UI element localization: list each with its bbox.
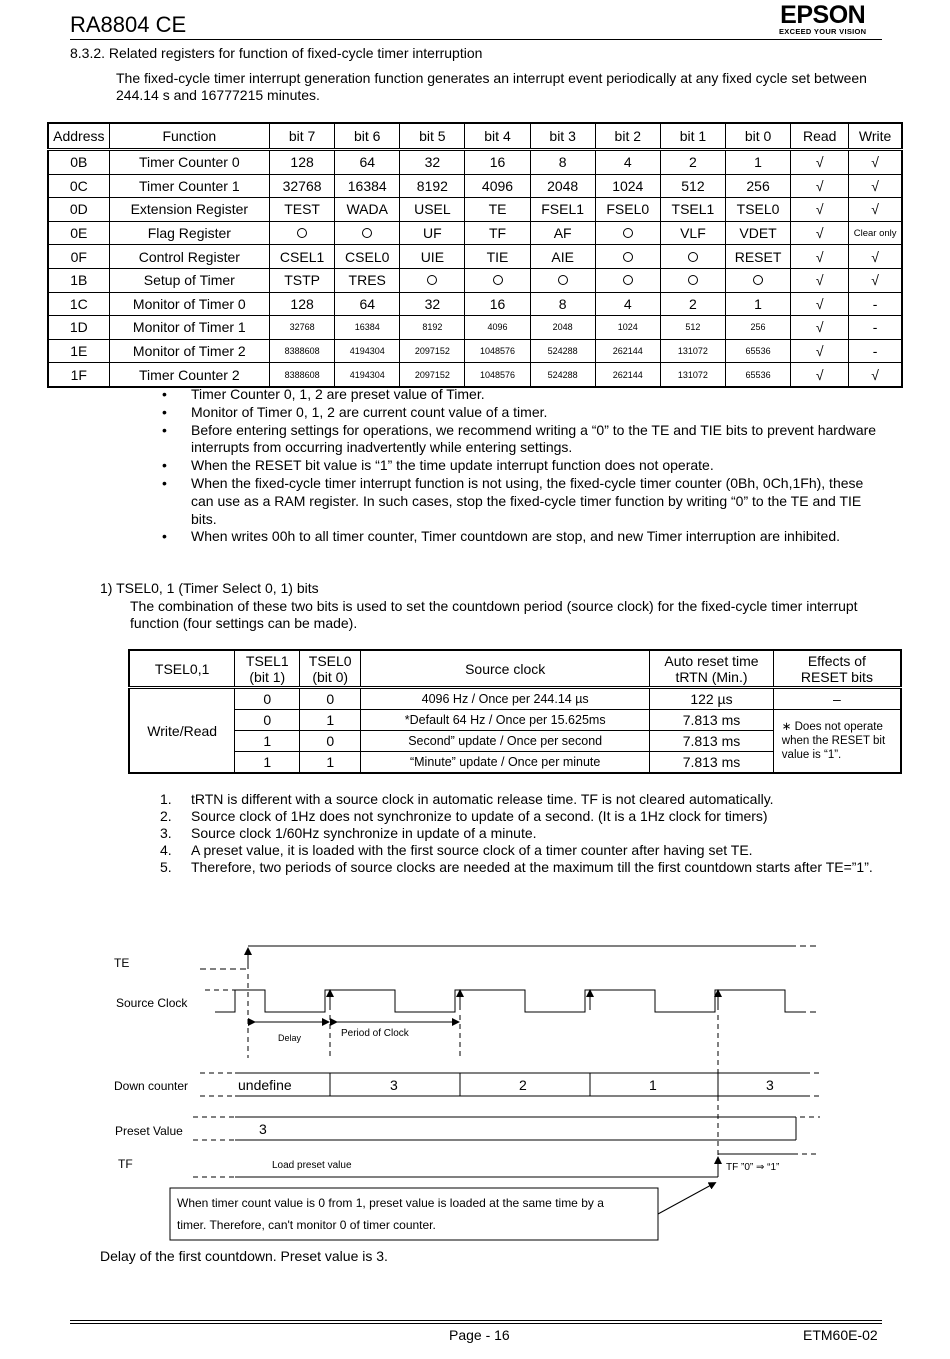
source-clock-value: “Minute” update / Once per minute bbox=[361, 752, 650, 774]
register-cell: 1048576 bbox=[465, 339, 530, 363]
register-cell: √ bbox=[791, 363, 849, 387]
register-cell: √ bbox=[849, 245, 902, 269]
register-cell: 16384 bbox=[335, 174, 400, 198]
tsel0-value: 1 bbox=[300, 710, 361, 731]
callout-pointer bbox=[658, 1184, 713, 1214]
register-function: Flag Register bbox=[109, 221, 269, 245]
register-address: 0F bbox=[48, 245, 109, 269]
register-cell: TF bbox=[465, 221, 530, 245]
register-cell: 262144 bbox=[595, 363, 660, 387]
register-cell: 4 bbox=[595, 150, 660, 175]
register-cell: 2048 bbox=[530, 316, 595, 340]
item-number: 4. bbox=[160, 842, 172, 858]
register-cell: 128 bbox=[270, 150, 335, 175]
register-cell: 256 bbox=[726, 174, 791, 198]
footer-rule bbox=[70, 1323, 882, 1324]
callout-text-line1: When timer count value is 0 from 1, preset value is loaded at the same time by a bbox=[177, 1196, 604, 1210]
register-col-header: bit 6 bbox=[335, 123, 400, 150]
register-cell: 32768 bbox=[270, 316, 335, 340]
tsel-description: The combination of these two bits is used to set the countdown period (source clock) for the fixed-cycle timer interrupt function (four settings can be made). bbox=[130, 598, 858, 631]
trtn-value: 7.813 ms bbox=[650, 731, 774, 752]
tsel1-col-header: TSEL1 (bit 1) bbox=[235, 650, 300, 688]
register-cell: FSEL1 bbox=[530, 198, 595, 222]
figure-caption: Delay of the first countdown. Preset value is 3. bbox=[100, 1248, 388, 1264]
register-cell: RESET bbox=[726, 245, 791, 269]
te-signal-label: TE bbox=[114, 956, 130, 970]
register-address: 1E bbox=[48, 339, 109, 363]
register-cell: 2048 bbox=[530, 174, 595, 198]
register-cell: 32 bbox=[400, 292, 465, 316]
register-cell: 512 bbox=[660, 316, 725, 340]
register-cell: 1048576 bbox=[465, 363, 530, 387]
note-item: • When the fixed-cycle timer interrupt function is not using, the fixed-cycle timer counter (0Bh, 0Ch,1Fh), these can use as a RAM register. In such cases, stop the fixed-cycle timer function by writing “0” to the TE and TIE bits. bbox=[150, 475, 880, 528]
register-address: 1F bbox=[48, 363, 109, 387]
register-function: Timer Counter 2 bbox=[109, 363, 269, 387]
register-cell: 65536 bbox=[726, 363, 791, 387]
register-cell: FSEL0 bbox=[595, 198, 660, 222]
register-cell: 524288 bbox=[530, 363, 595, 387]
counter-value: 1 bbox=[649, 1077, 657, 1093]
load-preset-label: Load preset value bbox=[272, 1160, 352, 1171]
source-clock-value: Second” update / Once per second bbox=[361, 731, 650, 752]
tsel1-value: 1 bbox=[235, 731, 300, 752]
register-cell: 8388608 bbox=[270, 339, 335, 363]
callout-text-line2: timer. Therefore, can't monitor 0 of timer counter. bbox=[177, 1218, 436, 1232]
register-cell: 1 bbox=[726, 150, 791, 175]
trtn-value: 7.813 ms bbox=[650, 752, 774, 774]
source-clock-signal-label: Source Clock bbox=[116, 996, 188, 1010]
register-col-header: bit 2 bbox=[595, 123, 660, 150]
register-cell: 256 bbox=[726, 316, 791, 340]
register-function: Setup of Timer bbox=[109, 268, 269, 292]
register-cell: 32 bbox=[400, 150, 465, 175]
page-number: Page - 16 bbox=[449, 1327, 510, 1343]
register-address: 1B bbox=[48, 268, 109, 292]
register-cell: 262144 bbox=[595, 339, 660, 363]
register-function: Timer Counter 0 bbox=[109, 150, 269, 175]
note-item: • When writes 00h to all timer counter, Timer countdown are stop, and new Timer interruption are inhibited. bbox=[150, 528, 880, 546]
brand-name: EPSON bbox=[780, 1, 866, 29]
register-cell: AIE bbox=[530, 245, 595, 269]
reset-effect-value: – bbox=[773, 688, 901, 710]
item-number: 2. bbox=[160, 808, 172, 824]
register-address: 0E bbox=[48, 221, 109, 245]
register-cell: - bbox=[849, 316, 902, 340]
counter-value: 3 bbox=[390, 1077, 398, 1093]
register-cell: 32768 bbox=[270, 174, 335, 198]
register-cell: CSEL0 bbox=[335, 245, 400, 269]
preset-value-signal-label: Preset Value bbox=[115, 1124, 183, 1138]
trtn-value: 7.813 ms bbox=[650, 710, 774, 731]
item-number: 1. bbox=[160, 791, 172, 807]
trtn-value: 122 µs bbox=[650, 688, 774, 710]
register-col-header: Address bbox=[48, 123, 109, 150]
register-cell: AF bbox=[530, 221, 595, 245]
register-cell: √ bbox=[791, 339, 849, 363]
item-text: A preset value, it is loaded with the first source clock of a timer counter after having set TE. bbox=[191, 842, 753, 858]
register-function: Monitor of Timer 1 bbox=[109, 316, 269, 340]
register-cell: 16 bbox=[465, 150, 530, 175]
item-number: 5. bbox=[160, 859, 172, 875]
register-cell: 64 bbox=[335, 292, 400, 316]
register-cell: - bbox=[849, 292, 902, 316]
register-cell: √ bbox=[849, 150, 902, 175]
down-counter-signal-label: Down counter bbox=[114, 1079, 189, 1093]
register-cell: 4194304 bbox=[335, 363, 400, 387]
register-cell: √ bbox=[791, 198, 849, 222]
document-code: ETM60E-02 bbox=[803, 1327, 878, 1343]
counter-value: undefine bbox=[238, 1077, 292, 1093]
register-cell: √ bbox=[791, 292, 849, 316]
register-cell: TSEL0 bbox=[726, 198, 791, 222]
register-cell: TE bbox=[465, 198, 530, 222]
tsel1-value: 1 bbox=[235, 752, 300, 774]
register-cell: TSTP bbox=[270, 268, 335, 292]
footer-rule bbox=[70, 1320, 882, 1321]
register-address: 0C bbox=[48, 174, 109, 198]
register-cell: √ bbox=[849, 198, 902, 222]
register-cell: CSEL1 bbox=[270, 245, 335, 269]
item-text: Therefore, two periods of source clocks are needed at the maximum till the first countdown starts after TE=”1”. bbox=[191, 859, 873, 875]
tsel0-value: 0 bbox=[300, 688, 361, 710]
register-cell: √ bbox=[849, 268, 902, 292]
brand-tagline: EXCEED YOUR VISION bbox=[779, 27, 867, 36]
document-title: RA8804 CE bbox=[70, 12, 187, 37]
register-cell: √ bbox=[849, 174, 902, 198]
period-label: Period of Clock bbox=[341, 1028, 409, 1039]
register-col-header: Function bbox=[109, 123, 269, 150]
register-cell: 16 bbox=[465, 292, 530, 316]
register-col-header: Write bbox=[849, 123, 902, 150]
register-cell: USEL bbox=[400, 198, 465, 222]
register-cell: 8 bbox=[530, 150, 595, 175]
register-cell: 1024 bbox=[595, 174, 660, 198]
note-item: • When the RESET bit value is “1” the time update interrupt function does not operate. bbox=[150, 457, 880, 475]
register-address: 1D bbox=[48, 316, 109, 340]
register-col-header: bit 4 bbox=[465, 123, 530, 150]
register-col-header: bit 5 bbox=[400, 123, 465, 150]
register-cell: √ bbox=[791, 150, 849, 175]
register-cell: 524288 bbox=[530, 339, 595, 363]
register-cell: 65536 bbox=[726, 339, 791, 363]
note-item: • Before entering settings for operations, we recommend writing a “0” to the TE and TIE bits to prevent hardware interrupts from occurring inadvertently while entering settings. bbox=[150, 422, 880, 458]
register-cell: 2097152 bbox=[400, 339, 465, 363]
delay-label: Delay bbox=[278, 1033, 302, 1043]
register-address: 0D bbox=[48, 198, 109, 222]
tsel-col-header: TSEL0,1 bbox=[129, 650, 235, 688]
item-text: tRTN is different with a source clock in automatic release time. TF is not cleared automatically. bbox=[191, 791, 774, 807]
counter-value: 3 bbox=[766, 1077, 774, 1093]
register-cell: 131072 bbox=[660, 363, 725, 387]
item-text: Source clock of 1Hz does not synchronize to update of a second. (It is a 1Hz clock for timers) bbox=[191, 808, 768, 824]
register-cell: 128 bbox=[270, 292, 335, 316]
source-clock-value: *Default 64 Hz / Once per 15.625ms bbox=[361, 710, 650, 731]
register-cell: TEST bbox=[270, 198, 335, 222]
register-cell: 4 bbox=[595, 292, 660, 316]
register-cell: 8192 bbox=[400, 174, 465, 198]
register-cell: 2 bbox=[660, 150, 725, 175]
register-function: Extension Register bbox=[109, 198, 269, 222]
register-cell: WADA bbox=[335, 198, 400, 222]
tf-transition-label: TF ”0” ⇒ “1” bbox=[726, 1162, 780, 1173]
register-cell: TRES bbox=[335, 268, 400, 292]
register-col-header: bit 7 bbox=[270, 123, 335, 150]
counter-value: 2 bbox=[519, 1077, 527, 1093]
register-cell: TIE bbox=[465, 245, 530, 269]
register-function: Monitor of Timer 2 bbox=[109, 339, 269, 363]
tsel1-value: 0 bbox=[235, 710, 300, 731]
register-cell: 1024 bbox=[595, 316, 660, 340]
register-cell: Clear only bbox=[849, 221, 902, 245]
register-cell: VDET bbox=[726, 221, 791, 245]
source-clock-waveform bbox=[215, 990, 800, 1012]
register-cell: 8 bbox=[530, 292, 595, 316]
register-cell: 8388608 bbox=[270, 363, 335, 387]
register-cell: UIE bbox=[400, 245, 465, 269]
tsel0-value: 1 bbox=[300, 752, 361, 774]
item-number: 3. bbox=[160, 825, 172, 841]
register-cell: √ bbox=[791, 245, 849, 269]
register-address: 0B bbox=[48, 150, 109, 175]
section-intro: The fixed-cycle timer interrupt generation function generates an interrupt event periodically at any fixed cycle set between 244.14 s and 16777215 minutes. bbox=[116, 70, 867, 103]
preset-value: 3 bbox=[259, 1121, 267, 1137]
register-cell: 4096 bbox=[465, 316, 530, 340]
register-col-header: bit 0 bbox=[726, 123, 791, 150]
register-cell: √ bbox=[791, 174, 849, 198]
auto-reset-col-header: Auto reset time tRTN (Min.) bbox=[650, 650, 774, 688]
source-clock-value: 4096 Hz / Once per 244.14 µs bbox=[361, 688, 650, 710]
register-cell: 1 bbox=[726, 292, 791, 316]
register-col-header: bit 3 bbox=[530, 123, 595, 150]
register-cell: VLF bbox=[660, 221, 725, 245]
tsel1-value: 0 bbox=[235, 688, 300, 710]
register-address: 1C bbox=[48, 292, 109, 316]
register-cell: 8192 bbox=[400, 316, 465, 340]
register-cell: 2097152 bbox=[400, 363, 465, 387]
register-cell: - bbox=[849, 339, 902, 363]
reset-effect-note: ∗ Does not operate when the RESET bit value is “1”. bbox=[773, 710, 901, 774]
register-cell: 4096 bbox=[465, 174, 530, 198]
register-cell: UF bbox=[400, 221, 465, 245]
register-function: Monitor of Timer 0 bbox=[109, 292, 269, 316]
register-function: Control Register bbox=[109, 245, 269, 269]
register-function: Timer Counter 1 bbox=[109, 174, 269, 198]
register-cell: 16384 bbox=[335, 316, 400, 340]
register-cell: √ bbox=[791, 316, 849, 340]
row-group-label: Write/Read bbox=[129, 688, 235, 774]
register-cell: √ bbox=[849, 363, 902, 387]
register-col-header: bit 1 bbox=[660, 123, 725, 150]
section-heading: 8.3.2. Related registers for function of fixed-cycle timer interruption bbox=[70, 45, 483, 61]
register-cell: 4194304 bbox=[335, 339, 400, 363]
note-item: • Monitor of Timer 0, 1, 2 are current count value of a timer. bbox=[150, 404, 880, 422]
register-cell: 512 bbox=[660, 174, 725, 198]
register-cell: TSEL1 bbox=[660, 198, 725, 222]
register-cell: √ bbox=[791, 268, 849, 292]
register-cell: √ bbox=[791, 221, 849, 245]
tsel0-value: 0 bbox=[300, 731, 361, 752]
register-cell: 2 bbox=[660, 292, 725, 316]
source-clock-col-header: Source clock bbox=[361, 650, 650, 688]
item-text: Source clock 1/60Hz synchronize in update of a minute. bbox=[191, 825, 537, 841]
tsel-heading: 1) TSEL0, 1 (Timer Select 0, 1) bits bbox=[100, 580, 319, 596]
tf-signal-label: TF bbox=[118, 1157, 133, 1171]
reset-effects-col-header: Effects of RESET bits bbox=[773, 650, 901, 688]
note-item: • Timer Counter 0, 1, 2 are preset value of Timer. bbox=[150, 386, 880, 404]
register-cell: 131072 bbox=[660, 339, 725, 363]
register-col-header: Read bbox=[791, 123, 849, 150]
register-cell: 64 bbox=[335, 150, 400, 175]
tsel0-col-header: TSEL0 (bit 0) bbox=[300, 650, 361, 688]
